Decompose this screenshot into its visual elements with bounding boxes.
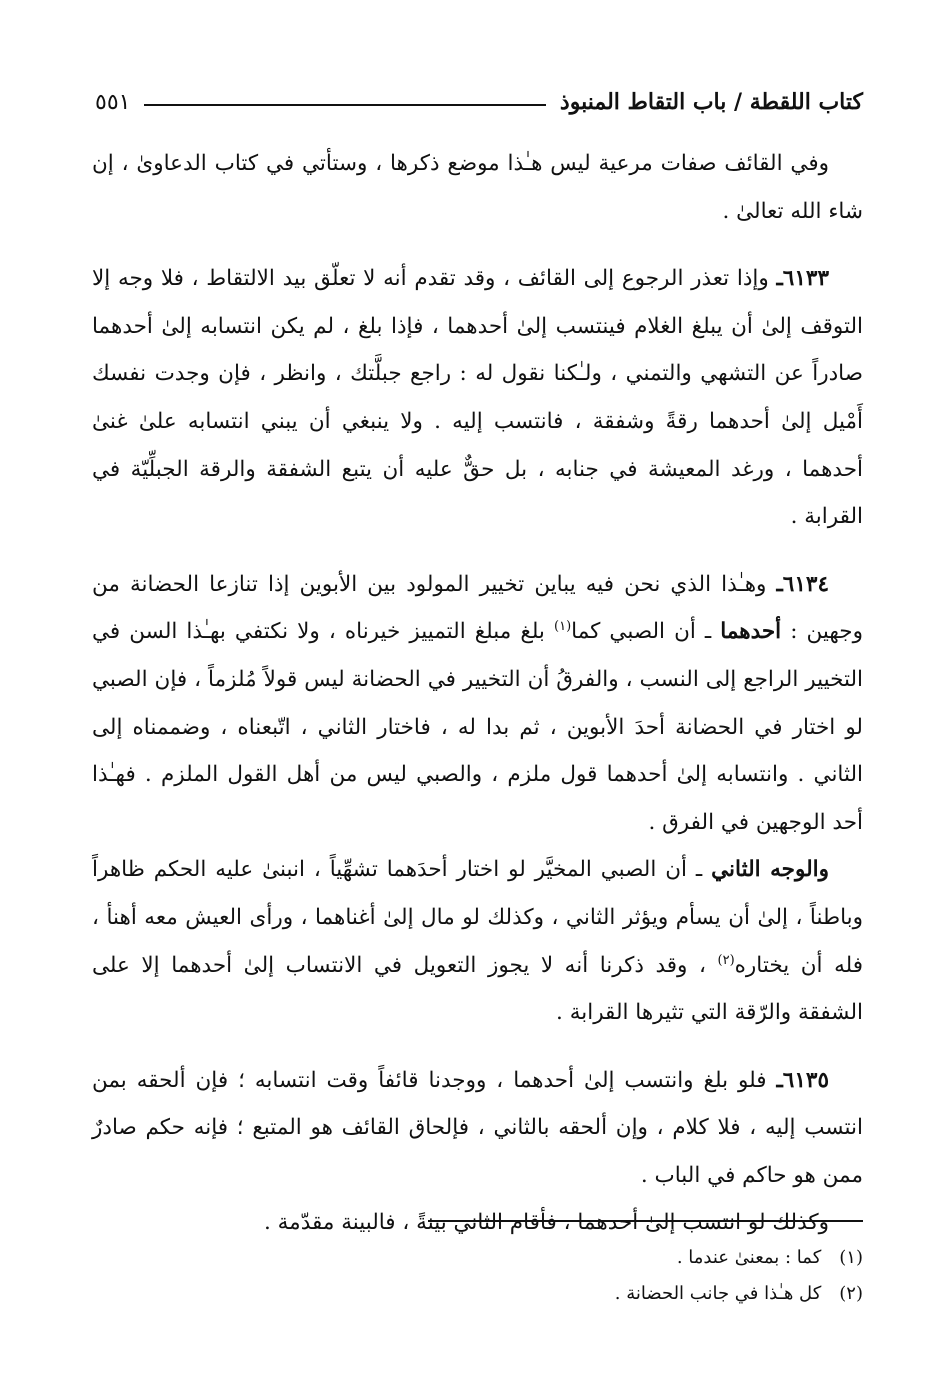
paragraph-number: ٦١٣٣ـ	[776, 266, 829, 292]
chapter-title: كتاب اللقطة / باب التقاط المنبوذ	[559, 89, 863, 115]
paragraph	[92, 140, 863, 235]
footnote-ref[interactable]: (١)	[554, 619, 572, 635]
footnote-ref[interactable]: (٢)	[717, 952, 735, 968]
paragraph-number: ٦١٣٥ـ	[776, 1067, 829, 1093]
footnote-text: كل هـٰذا في جانب الحضانة .	[614, 1283, 822, 1304]
footnote	[92, 1276, 863, 1312]
paragraph-number: ٦١٣٤ـ	[776, 571, 829, 597]
paragraph-text: ـ أن الصبي كما	[571, 619, 721, 645]
bold-term: والوجه الثاني	[711, 857, 829, 883]
paragraph	[92, 846, 863, 1036]
footnotes	[92, 1240, 863, 1312]
footnote-number: (٢)	[839, 1283, 863, 1304]
bold-term: أحدهما	[720, 619, 782, 645]
footnote-text: كما : بمعنىٰ عندما .	[676, 1247, 822, 1268]
paragraph	[92, 255, 863, 541]
paragraph-text: ، وقد ذكرنا أنه لا يجوز التعويل في الانتساب إلىٰ أحدهما إلا على الشفقة والرّقة التي تثيرها القرابة .	[92, 952, 863, 1026]
paragraph-text: وفي القائف صفات مرعية ليس هـٰذا موضع ذكرها ، وستأتي في كتاب الدعاوىٰ ، إن شاء الله تعالىٰ .	[92, 151, 863, 224]
header-rule	[144, 104, 545, 106]
paragraph-text: وإذا تعذر الرجوع إلى القائف ، وقد تقدم أنه لا تعلّق بيد الالتقاط ، فلا وجه إلا التوقف إلىٰ أن يبلغ الغلام فينتسب إلىٰ أحدهما ، فإذا بلغ ، لم يكن انتسابه إلىٰ أحدهما صادراً عن التشهي والتمني ، ولـٰكنا نقول له : راجع جبلَّتك ، وانظر ، فإن وجدت نفسك أَمْيل إلىٰ أحدهما رقةً وشفقة ، فانتسب إليه . ولا ينبغي أن يبني انتسابه علىٰ غنىٰ أحدهما ، ورغد المعيشة في جنابه ، بل حقٌّ عليه أن يتبع الشفقة والرقة الجبلِّيّة في القرابة .	[92, 266, 863, 530]
running-header	[95, 82, 863, 122]
paragraph-text: بلغ مبلغ التمييز خيرناه ، ولا نكتفي بهـٰذا السن في التخيير الراجع إلى النسب ، والفرقُ أن التخيير في الحضانة ليس قولاً مُلزماً ، فإن الصبي لو اختار في الحضانة أحدَ الأبوين ، ثم بدا له ، فاختار الثاني ، اتّبعناه ، وضممناه إلى الثاني . وانتسابه إلىٰ أحدهما قول ملزم ، والصبي ليس من أهل القول الملزم . فهـٰذا أحد الوجهين في الفرق .	[92, 619, 863, 835]
paragraph-text: وهـٰذا الذي نحن فيه يباين تخيير المولود بين الأبوين إذا تنازعا الحضانة من وجهين :	[92, 571, 863, 645]
paragraph-text: فلو بلغ وانتسب إلىٰ أحدهما ، ووجدنا قائفاً وقت انتسابه ؛ فإن ألحقه بمن انتسب إليه ، فلا كلام ، وإن ألحقه بالثاني ، فإلحاق القائف هو المتبع ؛ فإنه حكم صادرٌ ممن هو حاكم في الباب .	[92, 1067, 863, 1188]
main-text	[92, 140, 863, 1247]
page-number: ٥٥١	[95, 89, 131, 115]
footnote-rule	[428, 1220, 863, 1222]
footnote	[92, 1240, 863, 1276]
paragraph	[92, 561, 863, 847]
paragraph	[92, 1057, 863, 1200]
paragraph-text: وكذلك لو انتسب إلىٰ أحدهما ، فأقام الثاني بينةً ، فالبينة مقدّمة .	[263, 1210, 829, 1236]
paragraph-text: ـ أن الصبي المخيَّر لو اختار أحدَهما تشهِّياً ، انبنىٰ عليه الحكم ظاهراً وباطناً ، إلىٰ أن يسأم ويؤثر الثاني ، وكذلك لو مال إلىٰ أغناهما ، ورأى العيش معه أهنأ ، فله أن يختاره	[92, 857, 863, 978]
footnote-number: (١)	[839, 1247, 863, 1268]
